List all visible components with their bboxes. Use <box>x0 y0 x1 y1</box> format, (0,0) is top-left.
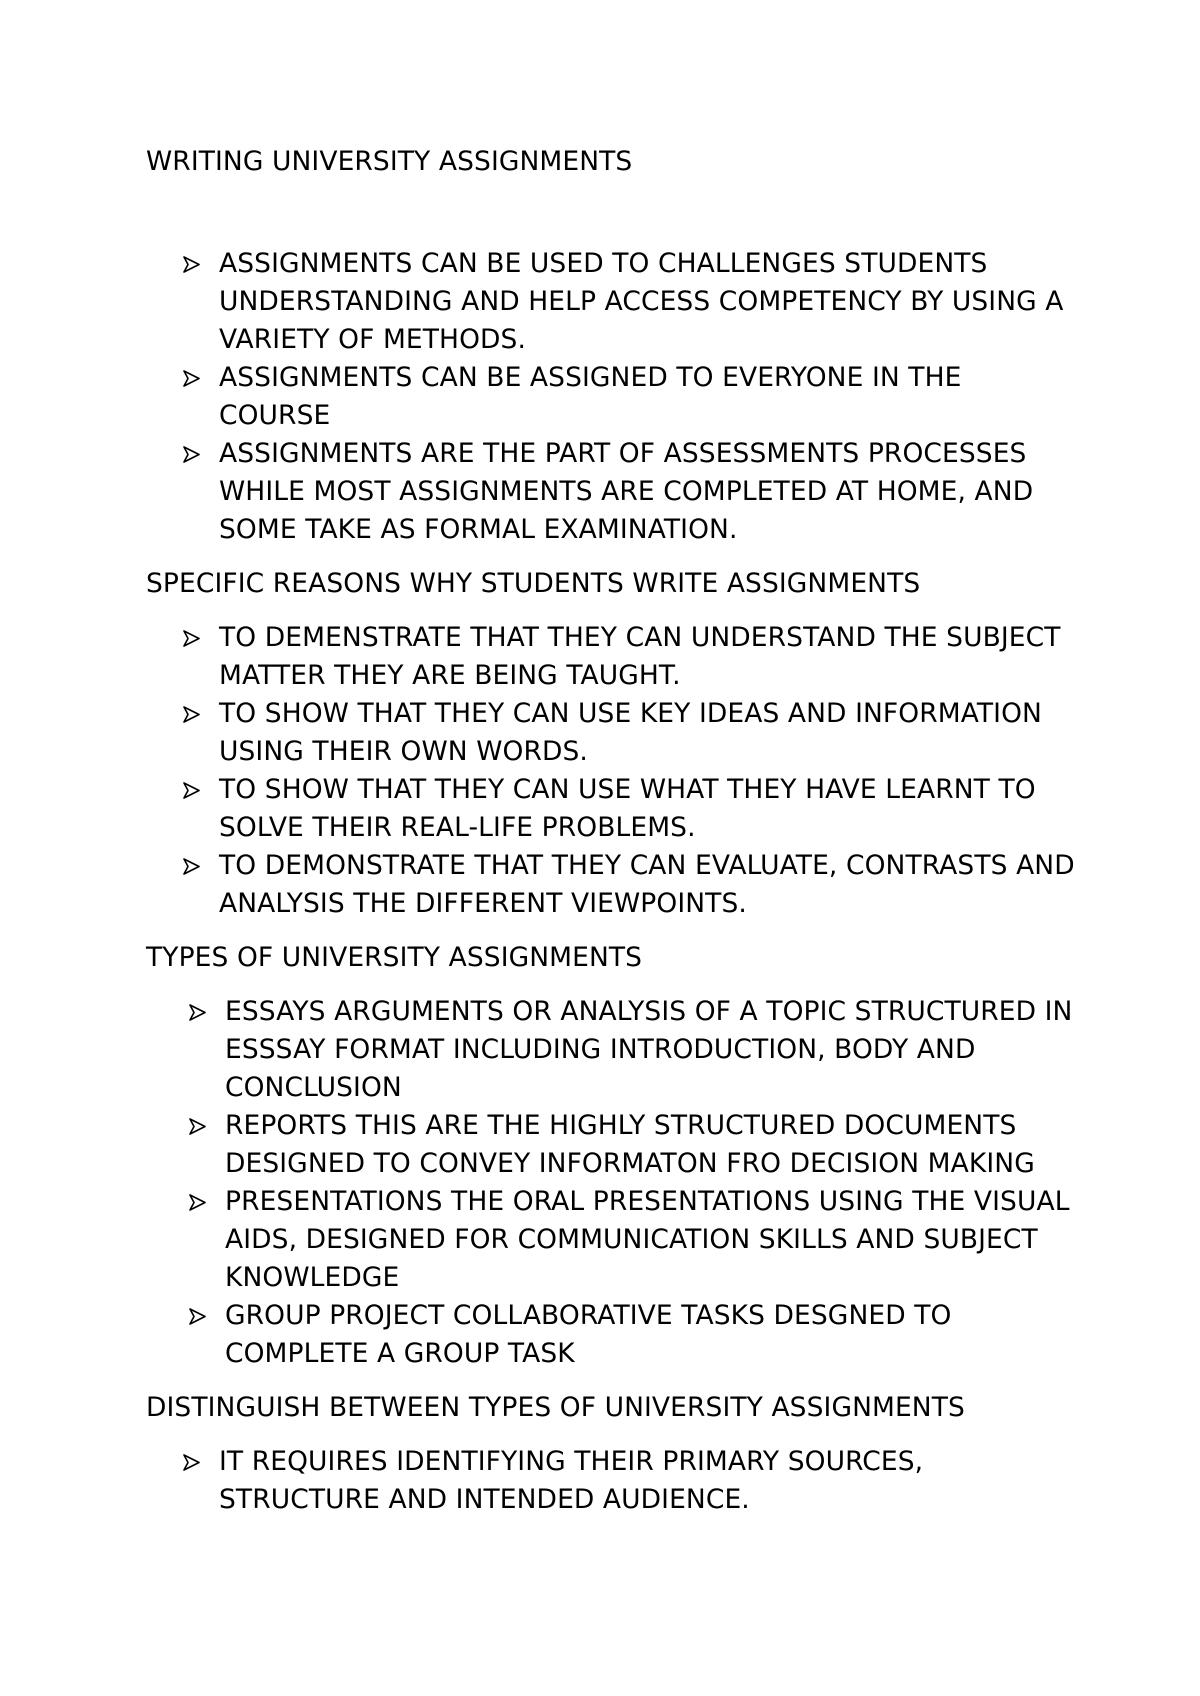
arrowhead-bullet-icon <box>183 782 200 799</box>
intro-list <box>146 245 1076 549</box>
list-item <box>146 993 1076 1107</box>
list-item <box>146 245 1076 359</box>
arrowhead-bullet-icon <box>183 256 200 273</box>
types-list <box>146 993 1076 1373</box>
arrowhead-bullet-icon <box>189 1118 206 1135</box>
list-item-text: TO DEMENSTRATE THAT THEY CAN UNDERSTAND THE SUBJECT MATTER THEY ARE BEING TAUGHT. <box>219 622 1061 691</box>
list-item <box>146 695 1076 771</box>
section-heading-reasons: SPECIFIC REASONS WHY STUDENTS WRITE ASSIGNMENTS <box>146 568 921 599</box>
arrowhead-bullet-icon <box>189 1004 206 1021</box>
list-item <box>146 1297 1076 1373</box>
distinguish-list <box>146 1443 1076 1519</box>
section-heading-types: TYPES OF UNIVERSITY ASSIGNMENTS <box>146 942 643 973</box>
list-item-text: TO DEMONSTRATE THAT THEY CAN EVALUATE, CONTRASTS AND ANALYSIS THE DIFFERENT VIEWPOINTS. <box>219 850 1075 919</box>
list-item <box>146 847 1076 923</box>
arrowhead-bullet-icon <box>183 630 200 647</box>
list-item-text: IT REQUIRES IDENTIFYING THEIR PRIMARY SOURCES, STRUCTURE AND INTENDED AUDIENCE. <box>219 1446 924 1515</box>
list-item-text: GROUP PROJECT COLLABORATIVE TASKS DESGNED TO COMPLETE A GROUP TASK <box>225 1300 952 1369</box>
list-item <box>146 1443 1076 1519</box>
arrowhead-bullet-icon <box>183 858 200 875</box>
arrowhead-bullet-icon <box>183 370 200 387</box>
arrowhead-bullet-icon <box>183 446 200 463</box>
arrowhead-bullet-icon <box>189 1308 206 1325</box>
list-item <box>146 619 1076 695</box>
arrowhead-bullet-icon <box>189 1194 206 1211</box>
arrowhead-bullet-icon <box>183 1454 200 1471</box>
list-item-text: ASSIGNMENTS CAN BE ASSIGNED TO EVERYONE IN THE COURSE <box>219 362 962 431</box>
reasons-list <box>146 619 1076 923</box>
list-item <box>146 1107 1076 1183</box>
list-item-text: REPORTS THIS ARE THE HIGHLY STRUCTURED DOCUMENTS DESIGNED TO CONVEY INFORMATON FRO DECISION MAKING <box>225 1110 1035 1179</box>
list-item-text: ASSIGNMENTS CAN BE USED TO CHALLENGES STUDENTS UNDERSTANDING AND HELP ACCESS COMPETENCY BY USING A VARIETY OF METHODS. <box>219 248 1064 355</box>
list-item-text: TO SHOW THAT THEY CAN USE WHAT THEY HAVE LEARNT TO SOLVE THEIR REAL-LIFE PROBLEMS. <box>219 774 1036 843</box>
document-title: WRITING UNIVERSITY ASSIGNMENTS <box>146 146 633 177</box>
document-body <box>146 143 1076 1519</box>
list-item-text: ASSIGNMENTS ARE THE PART OF ASSESSMENTS PROCESSES WHILE MOST ASSIGNMENTS ARE COMPLETED AT HOME, AND SOME TAKE AS FORMAL EXAMINATION. <box>219 438 1034 545</box>
list-item-text: TO SHOW THAT THEY CAN USE KEY IDEAS AND INFORMATION USING THEIR OWN WORDS. <box>219 698 1042 767</box>
list-item <box>146 359 1076 435</box>
section-heading-distinguish: DISTINGUISH BETWEEN TYPES OF UNIVERSITY ASSIGNMENTS <box>146 1392 965 1423</box>
list-item <box>146 771 1076 847</box>
list-item <box>146 1183 1076 1297</box>
list-item-text: PRESENTATIONS THE ORAL PRESENTATIONS USING THE VISUAL AIDS, DESIGNED FOR COMMUNICATION SKILLS AND SUBJECT KNOWLEDGE <box>225 1186 1070 1293</box>
list-item <box>146 435 1076 549</box>
list-item-text: ESSAYS ARGUMENTS OR ANALYSIS OF A TOPIC STRUCTURED IN ESSSAY FORMAT INCLUDING INTRODUCTION, BODY AND CONCLUSION <box>225 996 1073 1103</box>
arrowhead-bullet-icon <box>183 706 200 723</box>
